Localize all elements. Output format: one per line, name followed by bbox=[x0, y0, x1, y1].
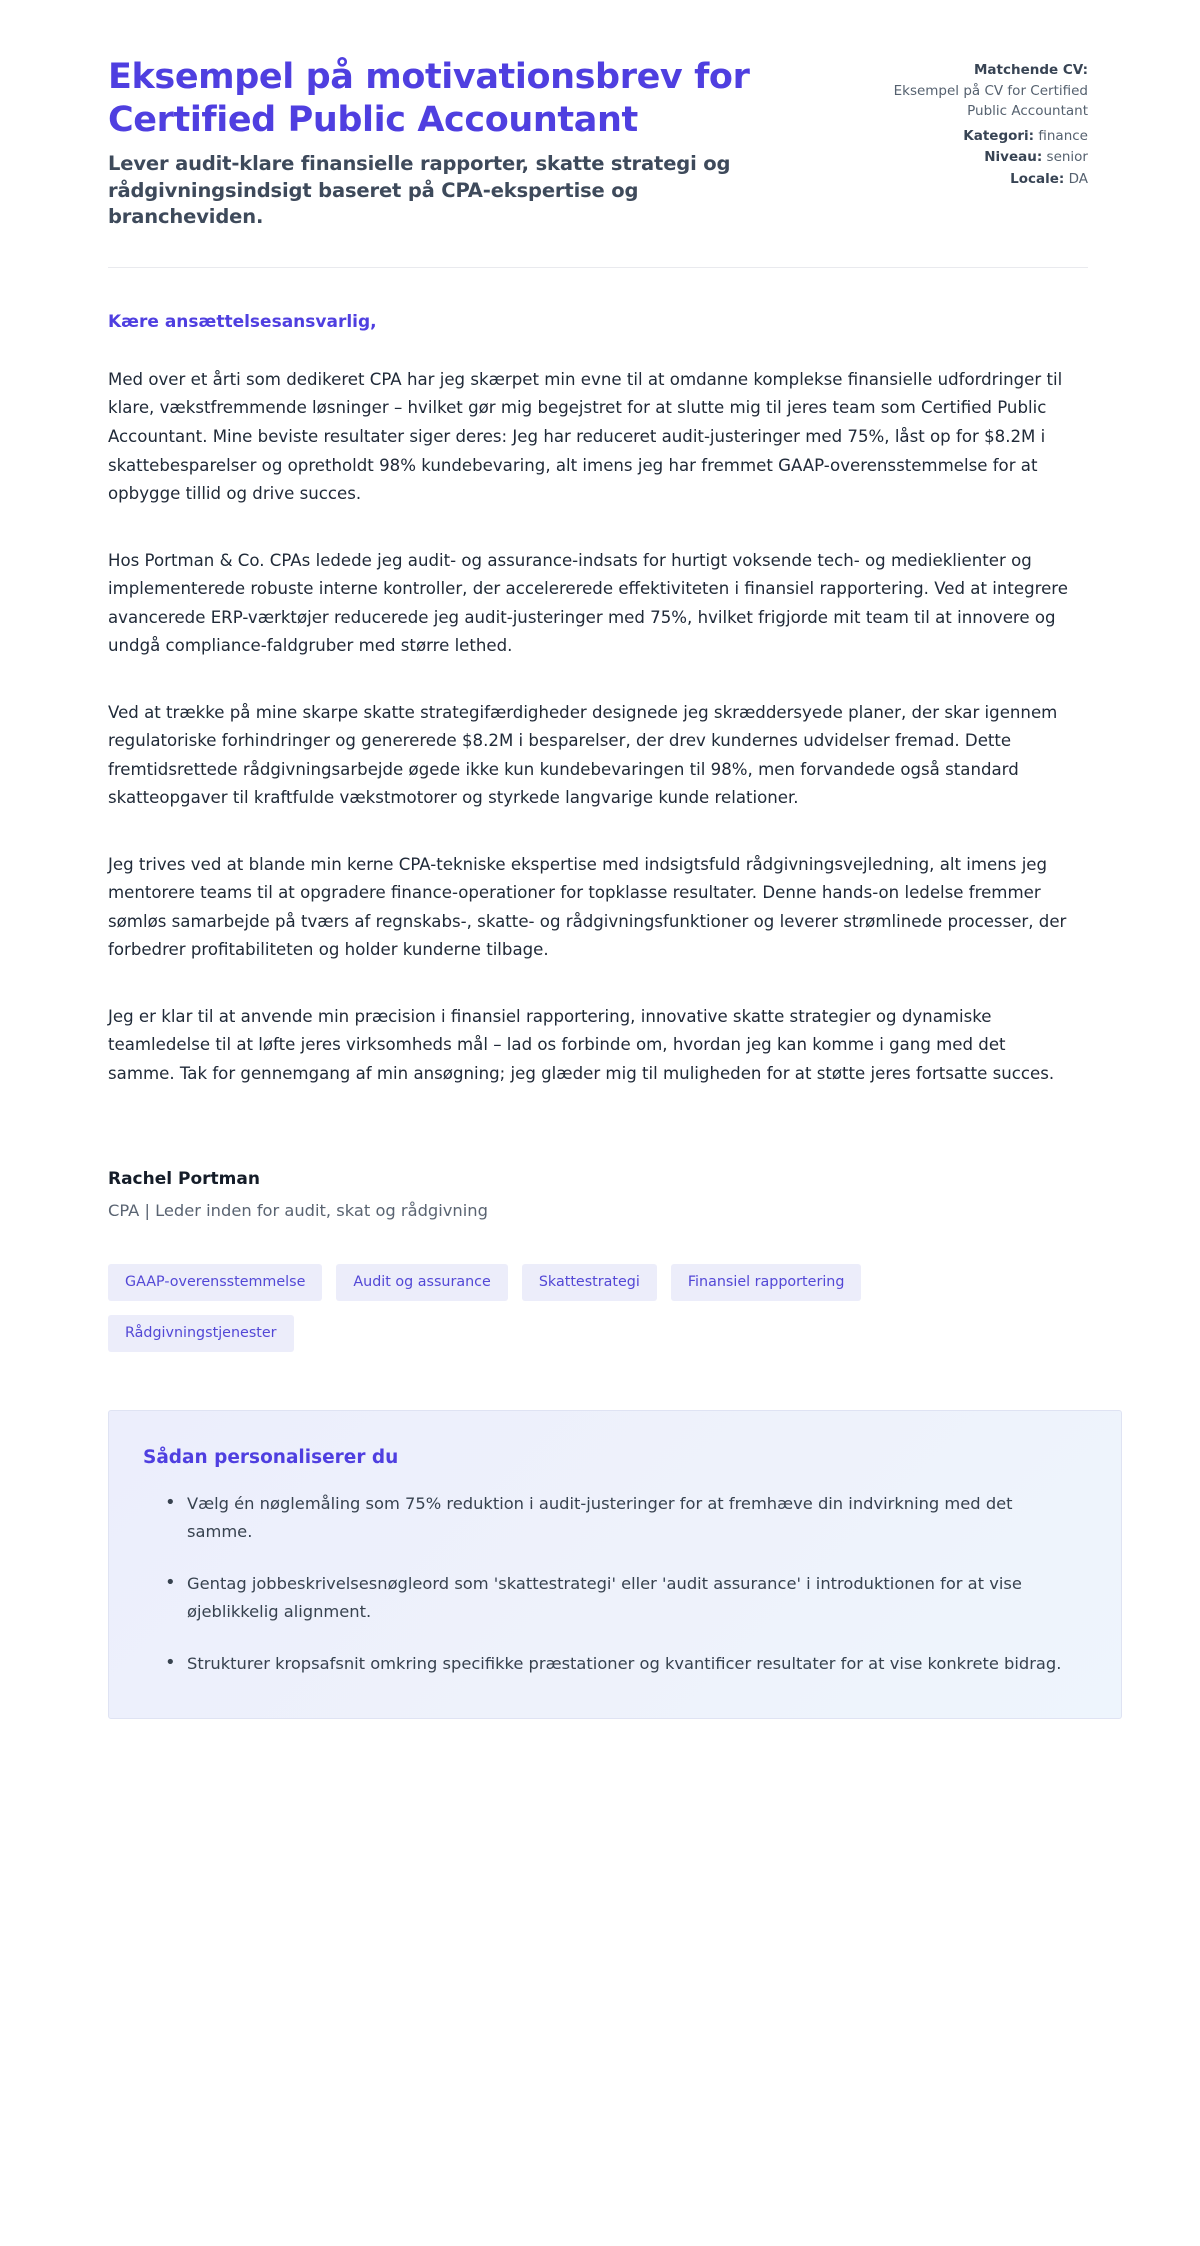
letter-paragraph: Jeg er klar til at anvende min præcision i finansiel rapportering, innovative skatte strategier og dynamiske teamledelse til at løfte jeres virksomheds mål – lad os forbinde om, hvordan jeg kan komme i gang med det samme. Tak for gennemgang af min ansøgning; jeg glæder mig til muligheden for at støtte jeres fortsatte succes. bbox=[108, 1006, 1055, 1084]
document-metadata bbox=[888, 56, 1088, 190]
meta-locale-label: Locale: bbox=[1010, 170, 1065, 187]
header-title-group bbox=[108, 56, 798, 231]
meta-locale bbox=[888, 169, 1088, 190]
tag-chip[interactable]: Skattestrategi bbox=[522, 1264, 657, 1301]
meta-level bbox=[888, 147, 1088, 168]
signature-name: Rachel Portman bbox=[108, 1168, 260, 1189]
tag-chip[interactable]: Rådgivningstjenester bbox=[108, 1315, 294, 1352]
meta-matching-cv-value: Eksempel på CV for Certified Public Accountant bbox=[893, 82, 1088, 120]
letter-paragraph: Jeg trives ved at blande min kerne CPA-tekniske ekspertise med indsigtsfuld rådgivningsvejledning, alt imens jeg mentorere teams til at opgradere finance-operationer for topklasse resultater. Denne hands-on ledelse fremmer sømløs samarbejde på tværs af regnskabs-, skatte- og rådgivningsfunktioner og leverer strømlinede processer, der forbedrer profitabiliteten og holder kunderne tilbage. bbox=[108, 854, 1067, 960]
callout-tip-item: • Strukturer kropsafsnit omkring specifikke præstationer og kvantificer resultater for at vise konkrete bidrag. bbox=[165, 1650, 1077, 1678]
meta-level-label: Niveau: bbox=[984, 149, 1043, 166]
signature-role: CPA | Leder inden for audit, skat og rådgivning bbox=[108, 1200, 488, 1220]
tag-list bbox=[0, 1220, 1010, 1353]
callout-tip-item: • Vælg én nøglemåling som 75% reduktion i audit-justeringer for at fremhæve din indvirkning med det samme. bbox=[165, 1490, 1077, 1546]
letter-paragraph: Ved at trække på mine skarpe skatte strategifærdigheder designede jeg skræddersyede planer, der skar igennem regulatoriske forhindringer og genererede $8.2M i besparelser, der drev kundernes udvidelser fremad. Dette fremtidsrettede rådgivningsarbejde øgede ikke kun kundebevaringen til 98%, men forvandede også standard skatteopgaver til kraftfulde vækstmotorer og styrkede langvarige kunde relationer. bbox=[108, 702, 1058, 808]
callout-tip-item: • Gentag jobbeskrivelsesnøgleord som 'skattestrategi' eller 'audit assurance' i introduktionen for at vise øjeblikkelig alignment. bbox=[165, 1570, 1077, 1626]
tag-chip[interactable]: GAAP-overensstemmelse bbox=[108, 1264, 322, 1301]
meta-category-label: Kategori: bbox=[963, 127, 1035, 144]
personalization-callout-wrapper bbox=[0, 1352, 1200, 1719]
meta-matching-cv bbox=[888, 60, 1088, 122]
letter-salutation: Kære ansættelsesansvarlig, bbox=[108, 311, 377, 332]
page-subtitle: Lever audit-klare finansielle rapporter, skatte strategi og rådgivningsindsigt baseret på CPA-ekspertise og brancheviden. bbox=[108, 152, 731, 229]
meta-matching-cv-label: Matchende CV: bbox=[973, 62, 1088, 78]
callout-tip-list bbox=[143, 1490, 1077, 1678]
page-title: Eksempel på motivationsbrev for Certified Public Accountant bbox=[108, 57, 750, 140]
page-header bbox=[0, 0, 1200, 231]
personalization-callout bbox=[108, 1410, 1122, 1719]
meta-category bbox=[888, 126, 1088, 147]
tag-chip[interactable]: Audit og assurance bbox=[336, 1264, 507, 1301]
meta-category-value: finance bbox=[1038, 127, 1088, 144]
letter-paragraph: Hos Portman & Co. CPAs ledede jeg audit- og assurance-indsats for hurtigt voksende tech- og medieklienter og implementerede robuste interne kontroller, der accelererede effektiviteten i finansiel rapportering. Ved at integrere avancerede ERP-værktøjer reducerede jeg audit-justeringer med 75%, hvilket frigjorde mit team til at innovere og undgå compliance-faldgruber med større lethed. bbox=[108, 550, 1068, 656]
tag-chip[interactable]: Finansiel rapportering bbox=[671, 1264, 862, 1301]
signature-block bbox=[0, 1127, 1200, 1220]
meta-level-value: senior bbox=[1046, 149, 1088, 166]
letter-paragraph: Med over et årti som dedikeret CPA har jeg skærpet min evne til at omdanne komplekse finansielle udfordringer til klare, vækstfremmende løsninger – hvilket gør mig begejstret for at slutte mig til jeres team som Certified Public Accountant. Mine beviste resultater siger deres: Jeg har reduceret audit-justeringer med 75%, låst op for $8.2M i skattebesparelser og opretholdt 98% kundebevaring, alt imens jeg har fremmet GAAP-overensstemmelse for at opbygge tillid og drive succes. bbox=[108, 369, 1063, 504]
callout-title: Sådan personaliserer du bbox=[143, 1447, 399, 1469]
letter-body bbox=[0, 268, 1200, 1089]
meta-locale-value: DA bbox=[1068, 170, 1088, 187]
